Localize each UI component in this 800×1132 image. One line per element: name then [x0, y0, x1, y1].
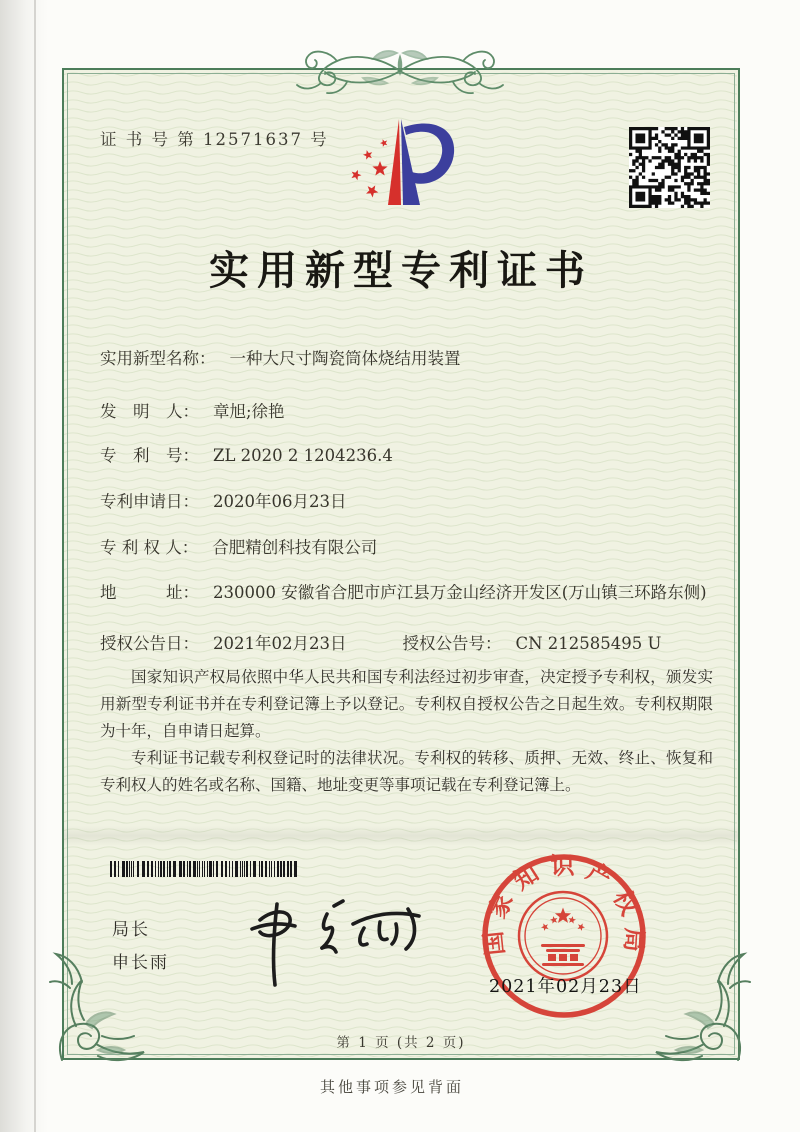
qr-code	[629, 127, 710, 208]
field-row-patentee	[100, 535, 714, 560]
field-value: 章旭;徐艳	[213, 402, 285, 421]
field-value: 230000 安徽省合肥市庐江县万金山经济开发区(万山镇三环路东侧)	[213, 583, 707, 602]
field-value: 合肥精创科技有限公司	[212, 538, 378, 557]
barcode-bar	[277, 861, 279, 877]
grant-number-value: CN 212585495 U	[515, 634, 662, 653]
field-row-filing-date	[100, 489, 714, 514]
legal-paragraphs	[100, 664, 713, 799]
barcode-bar	[126, 861, 128, 877]
field-row-patent-number	[100, 443, 714, 468]
field-value: 一种大尺寸陶瓷筒体烧结用装置	[229, 349, 461, 368]
barcode-bar	[147, 861, 149, 877]
barcode-bar	[114, 861, 116, 877]
field-row-inventors	[100, 399, 714, 424]
barcode-bar	[274, 861, 275, 877]
barcode-bar	[229, 861, 230, 877]
barcode-bar	[122, 861, 125, 877]
svg-text:国家知识产权局	[478, 851, 649, 957]
barcode-bar	[167, 861, 168, 877]
barcode-bar	[169, 861, 171, 877]
barcode	[110, 861, 306, 877]
barcode-bar	[225, 861, 227, 877]
seal-text: 国家知识产权局	[478, 850, 650, 957]
barcode-bar	[131, 861, 132, 877]
seal-date: 2021年02月23日	[489, 977, 642, 997]
barcode-bar	[187, 861, 188, 877]
barcode-bar	[189, 861, 191, 877]
grant-number-label: 授权公告号：	[402, 634, 502, 653]
barcode-bar	[216, 861, 218, 877]
page-number: 第 1 页 (共 2 页)	[336, 1035, 466, 1051]
grant-date-value: 2021年02月23日	[213, 634, 347, 653]
legal-paragraph-2: 专利证书记载专利权登记时的法律状况。专利权的转移、质押、无效、终止、恢复和专利权人的姓名或名称、国籍、地址变更等事项记载在专利登记簿上。	[100, 749, 713, 794]
barcode-bar	[179, 861, 182, 877]
legal-paragraph-1: 国家知识产权局依照中华人民共和国专利法经过初步审查，决定授予专利权，颁发实用新型专利证书并在专利登记簿上予以登记。专利权自授权公告之日起生效。专利权期限为十年，自申请日起算。	[100, 668, 713, 740]
field-row-address	[100, 580, 714, 605]
barcode-bar	[204, 861, 205, 877]
barcode-bar	[158, 861, 159, 877]
certificate-number: 证 书 号 第 12571637 号	[100, 130, 329, 149]
barcode-bar	[242, 861, 243, 877]
barcode-bar	[232, 861, 233, 877]
barcode-bar	[269, 861, 270, 877]
barcode-bar	[183, 861, 185, 877]
barcode-bar	[137, 861, 139, 877]
barcode-bar	[118, 861, 119, 877]
barcode-bar	[207, 861, 208, 877]
barcode-bar	[271, 861, 272, 877]
barcode-bar	[253, 861, 256, 877]
barcode-bar	[213, 861, 214, 877]
barcode-bar	[197, 861, 198, 877]
barcode-bar	[283, 861, 285, 877]
barcode-bar	[240, 861, 241, 877]
barcode-bar	[129, 861, 130, 877]
barcode-bar	[202, 861, 203, 877]
field-value: ZL 2020 2 1204236.4	[213, 446, 393, 465]
scan-edge-line	[34, 0, 36, 1132]
commissioner-title: 局长	[112, 920, 150, 940]
barcode-bar	[244, 861, 245, 877]
barcode-bar	[221, 861, 223, 877]
barcode-bar	[155, 861, 156, 877]
certificate-title: 实用新型专利证书	[209, 247, 593, 294]
barcode-bar	[151, 861, 153, 877]
barcode-bar	[142, 861, 145, 877]
barcode-bar	[290, 861, 292, 877]
see-back-note: 其他事项参见背面	[319, 1078, 464, 1096]
barcode-bar	[261, 861, 263, 877]
barcode-bar	[173, 861, 176, 877]
barcode-bar	[250, 861, 251, 877]
commissioner-signature	[222, 882, 432, 997]
barcode-bar	[209, 861, 212, 877]
field-value: 2020年06月23日	[213, 492, 347, 511]
barcode-bar	[163, 861, 165, 877]
barcode-bar	[160, 861, 162, 877]
field-label: 发 明 人：	[100, 402, 199, 421]
barcode-bar	[199, 861, 200, 877]
seal-emblem-gate	[541, 944, 585, 966]
cnipa-logo-icon	[338, 113, 468, 218]
field-label: 实用新型名称：	[100, 349, 216, 368]
barcode-bar	[265, 861, 267, 877]
field-label: 专 利 号：	[100, 446, 199, 465]
barcode-bar	[294, 861, 297, 877]
barcode-bar	[259, 861, 260, 877]
barcode-bar	[193, 861, 196, 877]
field-row-grant	[100, 631, 714, 656]
field-row-utility-model-name	[100, 346, 714, 371]
field-label: 专 利 权 人：	[100, 538, 199, 557]
grant-date-label: 授权公告日：	[100, 634, 199, 653]
barcode-bar	[235, 861, 238, 877]
barcode-bar	[133, 861, 134, 877]
field-label: 地 址：	[100, 583, 199, 602]
barcode-bar	[287, 861, 289, 877]
barcode-bar	[110, 861, 112, 877]
barcode-bar	[246, 861, 248, 877]
commissioner-name: 申长雨	[112, 953, 169, 973]
field-label: 专利申请日：	[100, 492, 199, 511]
barcode-bar	[280, 861, 282, 877]
